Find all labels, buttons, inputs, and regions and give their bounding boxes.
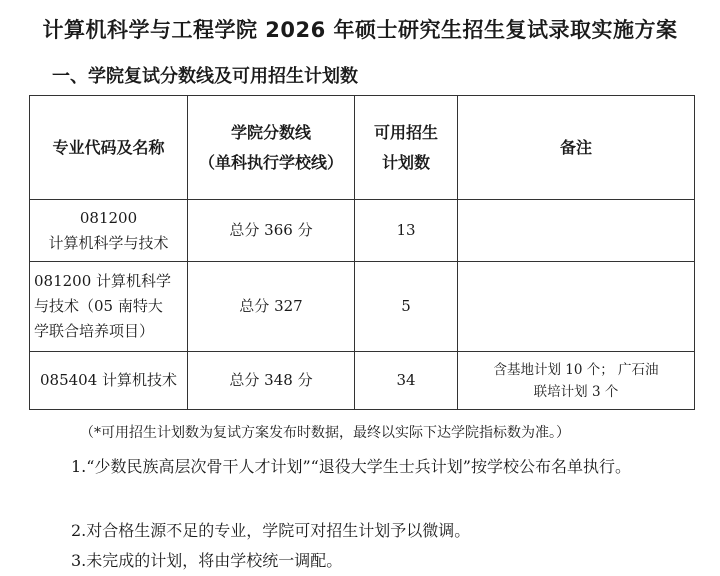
score-cell: 总分 366 分 (188, 200, 355, 262)
major-cell (30, 200, 188, 262)
major-line: 081200 计算机科学 (34, 272, 172, 290)
score-cell: 总分 348 分 (188, 352, 355, 410)
rule-item-2: 2.对合格生源不足的专业，学院可对招生计划予以微调。 (71, 521, 471, 540)
note-cell (458, 262, 695, 352)
header-plan-line2: 计划数 (381, 152, 430, 172)
header-plan (355, 96, 458, 200)
document-title: 计算机科学与工程学院 2026 年硕士研究生招生复试录取实施方案 (42, 18, 678, 42)
section-heading: 一、学院复试分数线及可用招生计划数 (52, 66, 358, 87)
note-cell (458, 352, 695, 410)
rule-item-1: 1.“少数民族高层次骨干人才计划”“退役大学生士兵计划”按学校公布名单执行。 (71, 457, 631, 476)
major-line: 081200 (79, 208, 138, 227)
header-score (188, 96, 355, 200)
note-cell (458, 200, 695, 262)
plan-cell: 13 (355, 200, 458, 262)
table-row (30, 200, 695, 262)
plan-cell: 34 (355, 352, 458, 410)
header-note: 备注 (458, 96, 695, 200)
header-plan-line1: 可用招生 (373, 122, 438, 142)
score-cell: 总分 327 (188, 262, 355, 352)
major-line: 085404 计算机技术 (39, 371, 178, 389)
major-line: 计算机科学与技术 (48, 233, 169, 252)
rule-item-3: 3.未完成的计划，将由学校统一调配。 (71, 551, 343, 570)
header-major: 专业代码及名称 (30, 96, 188, 200)
header-score-line2: （单科执行学校线） (198, 152, 343, 172)
major-cell (30, 352, 188, 410)
plan-cell: 5 (355, 262, 458, 352)
header-score-line1: 学院分数线 (230, 122, 311, 142)
table-footnote: （*可用招生计划数为复试方案发布时数据，最终以实际下达学院指标数为准。） (80, 425, 570, 441)
table-row (30, 262, 695, 352)
note-line: 联培计划 3 个 (533, 383, 619, 400)
admission-table (29, 95, 695, 410)
major-cell (30, 262, 188, 352)
table-header-row (30, 96, 695, 200)
major-line: 学联合培养项目） (34, 322, 155, 340)
major-line: 与技术（05 南特大 (34, 297, 163, 315)
table-row (30, 352, 695, 410)
note-line: 含基地计划 10 个； 广石油 (493, 361, 659, 378)
